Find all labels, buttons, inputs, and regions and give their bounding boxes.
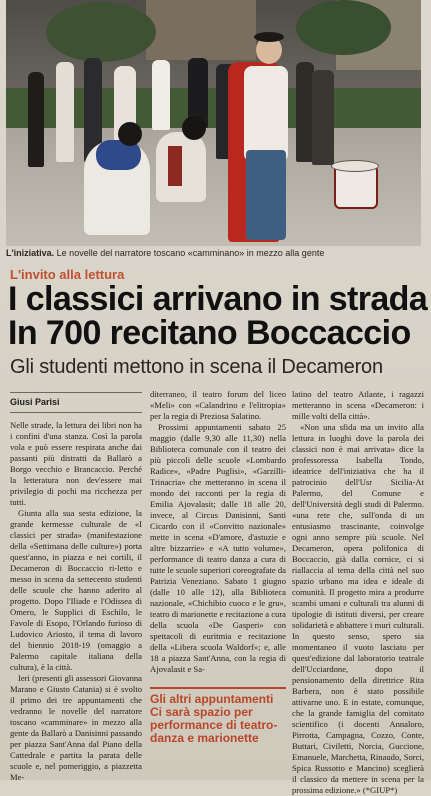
article-column-2 — [150, 389, 286, 675]
author-byline: Giusi Parisi — [10, 397, 60, 407]
author-rule-bottom — [10, 412, 142, 413]
headline-line-2: In 700 recitano Boccaccio — [8, 314, 411, 352]
subhead: Gli studenti mettono in scena il Decameron — [10, 356, 383, 378]
col1-paragraph: Nelle strade, la lettura dei libri non ha i confini d'una stanza. Così la parola vola e può essere respirata anche dai passanti più distratti da Ballarò a Borgo vecchio e Brancaccio. Perché la letteratura non dev'essere mai privilegio di pochi ma ricchezza per tutti. — [10, 420, 142, 507]
article-column-3 — [292, 389, 424, 796]
col2-paragraph: diterraneo, il teatro forum del liceo «Meli» con «Calandrino e l'elitropia» per la regia di Preziosa Salatino. — [150, 389, 286, 421]
col3-paragraph: latino del teatro Atlante, i ragazzi metteranno in scena «Decameron: i mille volti della città». — [292, 389, 424, 421]
kicker: L'invito alla lettura — [10, 267, 125, 282]
sidebar-box — [150, 687, 286, 761]
caption-lead: L'iniziativa. — [6, 248, 55, 258]
article-column-1 — [10, 420, 142, 783]
article-photo — [6, 0, 421, 246]
col1-paragraph: Ieri (presenti gli assessori Giovanna Marano e Giusto Catania) si è svolto il primo dei tre appuntamenti che vedranno le novelle del narratore toscano «camminare» in mezzo alla gente da Ballarò a Danisinni passando per piazza Sant'Anna dal Piano della Cattedrale e partita la parata delle scuole e, nel pomeriggio, a piazzetta Me- — [10, 673, 142, 782]
photo-caption — [6, 248, 421, 258]
col1-paragraph: Giunta alla sua sesta edizione, la grande kermesse culturale de «I classici per strada» (manifestazione della «Settimana delle culture») porta quest'anno, in piazza e nei cortili, il Decameron di Boccaccio ri-letto e messo in scena da settecento studenti delle scuole che hanno aderito al progetto. Dopo l'Iliade e l'Odissea di Omero, le Supplici di Eschilo, le Favole di Esopo, l'Orlando furioso di Ludovico Ariosto, il tema di lavoro del biennio 2018-19 (omaggio a Palermo capitale italiana della cultura), è la città. — [10, 508, 142, 672]
author-rule — [10, 392, 142, 393]
caption-text: Le novelle del narratore toscano «camminano» in mezzo alla gente — [56, 248, 325, 258]
headline-line-1: I classici arrivano in strada — [8, 280, 428, 318]
col2-paragraph: Prossimi appuntamenti sabato 25 maggio (dalle 9,30 alle 11,30) nella Biblioteca comunale con il teatro dei più piccoli delle scuole «Lombardo Radice», «Padre Puglisi», «Garzilli-Trinacria» che metteranno in scena il mondo dei racconti per la regia di Emilia Ajovalasit; dalle 18 alle 20, invece, al Circus Danisinni, Santi Cicardo con il «Convitto nazionale» mette in scena «D'amore, d'astuzie e altre bizzarrie» e «A tutto volume», performance di teatro danza a cura di tutte le scuole superiori coreografate da Patrizia Veneziano. Sabato 1 giugno (dalle 10 alle 12), alla Biblioteca nazionale, «Chichibio cuoco e le gru», teatro di marionette e recitazione a cura della scuola «De Gasperi» con spettacoli di euritmia e recitazione della «Libera scuola Waldorf»; e, alle 18 a piazza Sant'Anna, con la regia di Ajovalasit e Sa- — [150, 422, 286, 674]
headline — [8, 282, 428, 350]
col3-paragraph: «Non una sfida ma un invito alla lettura in luoghi dove la parola dei classici non è mai arrivata» dice la professoressa Isabella Tondo, ideatrice dell'iniziativa che ha il patrocinio dell'Usr Sicilia-At Palermo, del Comune e dell'Università degli studi di Palermo. «una rete che, sull'onda di un entusiasmo trascinante, coinvolge ogni anno sempre più scuole. Nel Decameron, opera polifonica di Boccaccio, già dalla cornice, ci si riallaccia al tema della città nel suo spazio urbano ma idea e ideale di comunità. Il progetto mira a produrre scambi umani e culturali tra alunni di tipologie di istituti diversi, per creare solidarietà e abbattere i muri culturali. In questo senso, spero sia momentaneo il vuoto lasciato per quest'edizione dal laboratorio teatrale dell'Ucciardone, dopo il pensionamento della direttrice Rita Barbera, non è stato possibile attivarne uno. E in estate, comunque, che la grande famiglia del comitato scientifico (i docenti Annaloro, Pirrotta, Campagna, Cozzo, Conte, Buttari, Civiletti, Norcia, Guccione, Emanuele, Marchetta, Rinaudo, Sorci, Spica Russotto e Mancino) sceglierà il classico da mettere in scena per la prossima edizione.» (*GIUP*) — [292, 422, 424, 795]
sidebar-box-title: Gli altri appuntamenti Ci sarà spazio per performance di teatro-danza e marionette — [150, 692, 278, 745]
